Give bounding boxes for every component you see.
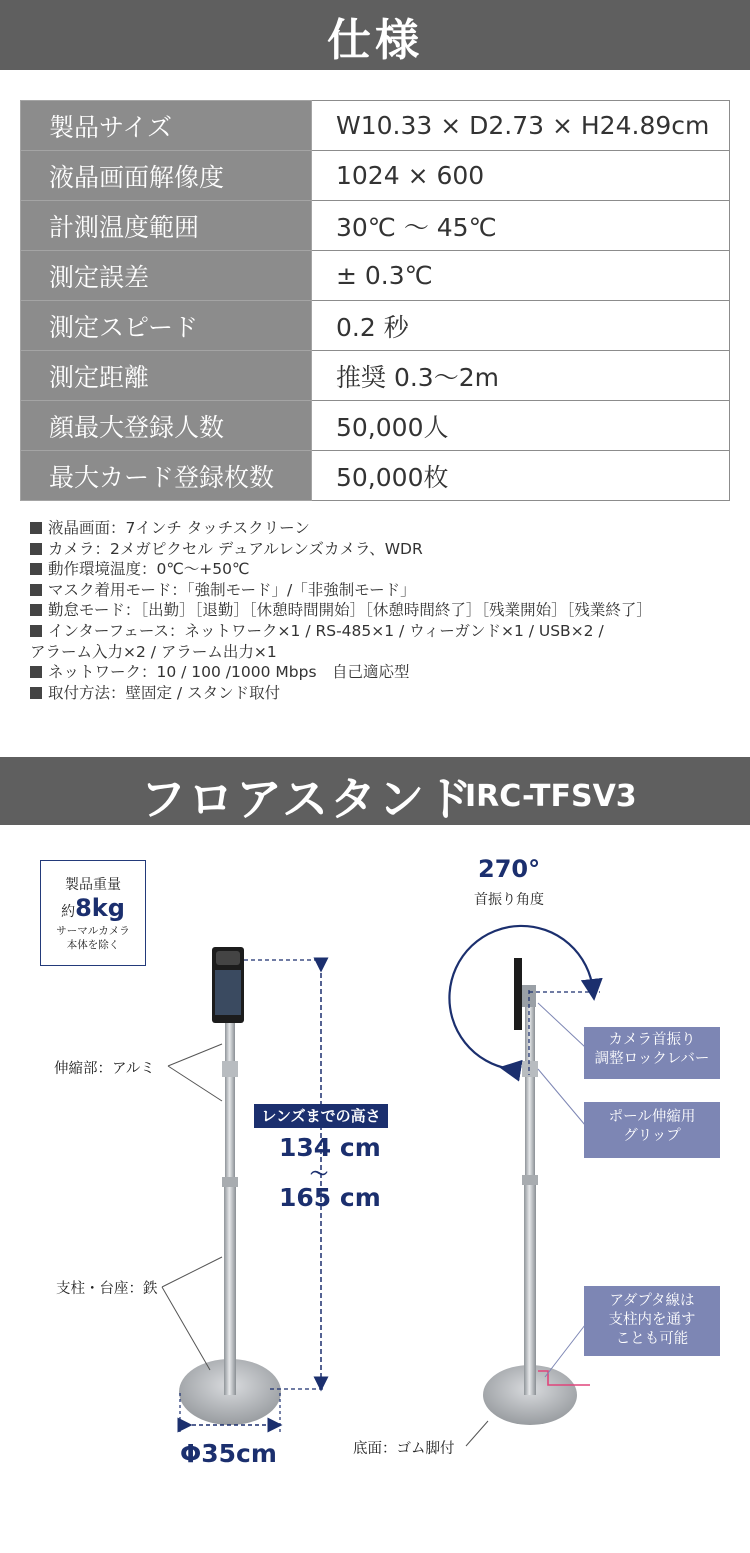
spec-value: ± 0.3℃: [312, 251, 730, 301]
list-item: [30, 580, 740, 601]
camera-head: [216, 951, 240, 965]
leader-line: [538, 1069, 585, 1125]
spec-key: 測定距離: [21, 351, 312, 401]
weight-value: 8kg: [75, 894, 125, 922]
spec-header-band: [0, 0, 750, 70]
list-item-continuation: [30, 642, 740, 663]
note-text: インターフェース：ネットワーク×1 / RS-485×1 / ウィーガンド×1 / USB×2 /: [48, 621, 604, 640]
table-row: [21, 251, 730, 301]
material-extend-label: 伸縮部：アルミ: [54, 1061, 155, 1077]
leader-line: [162, 1287, 210, 1370]
leader-line: [168, 1066, 222, 1101]
right-collar: [522, 1175, 538, 1185]
left-collar: [222, 1177, 238, 1187]
spec-key: 測定誤差: [21, 251, 312, 301]
spec-table: [20, 100, 730, 501]
spec-value: 推奨 0.3〜2m: [312, 351, 730, 401]
callout-line: ことも可能: [615, 1331, 689, 1347]
material-base-label: 支柱・台座：鉄: [56, 1281, 158, 1297]
right-grip: [522, 1061, 538, 1077]
square-bullet-icon: [30, 687, 42, 699]
cable-callout: [584, 1286, 720, 1356]
list-item: [30, 559, 740, 580]
table-row: [21, 201, 730, 251]
spec-key: 最大カード登録枚数: [21, 451, 312, 501]
list-item: [30, 621, 740, 642]
square-bullet-icon: [30, 522, 42, 534]
callout-line: 調整ロックレバー: [594, 1051, 710, 1067]
camera-mount: [522, 985, 536, 1007]
left-pole-upper: [225, 1020, 235, 1185]
weight-note-2: 本体を除く: [66, 939, 120, 951]
left-pole-lower: [224, 1185, 236, 1395]
callout-line: 支柱内を通す: [608, 1312, 696, 1328]
weight-line: [41, 894, 145, 922]
table-row: [21, 101, 730, 151]
leader-line: [466, 1421, 488, 1446]
stand-title: フロアスタンド: [140, 772, 475, 826]
note-text: カメラ：2メガピクセル デュアルレンズカメラ、WDR: [48, 539, 423, 558]
callout-line: カメラ首振り: [608, 1032, 696, 1048]
note-text: アラーム入力×2 / アラーム出力×1: [30, 642, 277, 661]
spec-value: 1024 × 600: [312, 151, 730, 201]
angle-label: 首振り角度: [474, 892, 544, 908]
square-bullet-icon: [30, 604, 42, 616]
note-text: 液晶画面：7インチ タッチスクリーン: [48, 519, 310, 537]
weight-box: [40, 860, 146, 966]
right-pole-lower: [524, 1180, 536, 1395]
stand-header-band: [0, 757, 750, 825]
table-row: [21, 351, 730, 401]
table-row: [21, 401, 730, 451]
spec-value: 50,000枚: [312, 451, 730, 501]
camera-screen: [215, 970, 241, 1015]
height-label-badge: レンズまでの高さ: [254, 1104, 388, 1128]
spec-key: 測定スピード: [21, 301, 312, 351]
list-item: [30, 662, 740, 683]
spec-key: 計測温度範囲: [21, 201, 312, 251]
grip-callout: [584, 1102, 720, 1158]
square-bullet-icon: [30, 543, 42, 555]
angle-value: 270°: [478, 855, 541, 883]
list-item: [30, 683, 740, 704]
leader-line: [538, 1003, 585, 1047]
list-item: [30, 539, 740, 560]
square-bullet-icon: [30, 625, 42, 637]
left-grip: [222, 1061, 238, 1077]
spec-value: W10.33 × D2.73 × H24.89cm: [312, 101, 730, 151]
spec-value: 50,000人: [312, 401, 730, 451]
weight-prefix: 約: [61, 904, 76, 920]
spec-notes: [30, 518, 740, 703]
camera-side: [514, 958, 522, 1030]
stand-model: IRC-TFSV3: [465, 779, 637, 814]
spec-key: 液晶画面解像度: [21, 151, 312, 201]
spec-heading: 仕様: [327, 15, 423, 66]
weight-note-1: サーマルカメラ: [56, 925, 130, 937]
note-text: 勤怠モード：［出勤］［退勤］［休憩時間開始］［休憩時間終了］［残業開始］［残業終了］: [48, 601, 652, 620]
square-bullet-icon: [30, 584, 42, 596]
table-row: [21, 151, 730, 201]
right-stand: [449, 926, 600, 1446]
note-text: ネットワーク：10 / 100 /1000 Mbps 自己適応型: [48, 663, 410, 682]
list-item: [30, 600, 740, 621]
list-item: [30, 518, 740, 539]
bottom-rubber-label: 底面：ゴム脚付: [353, 1441, 455, 1457]
spec-value: 0.2 秒: [312, 301, 730, 351]
weight-note: [41, 924, 145, 952]
note-text: マスク着用モード：「強制モード」/「非強制モード」: [48, 580, 416, 599]
height-min: 134 cm: [279, 1133, 381, 1162]
leader-line: [545, 1325, 585, 1377]
right-pole-upper: [525, 1005, 535, 1180]
leader-line: [162, 1257, 222, 1287]
table-row: [21, 451, 730, 501]
note-text: 取付方法：壁固定 / スタンド取付: [48, 683, 281, 702]
square-bullet-icon: [30, 666, 42, 678]
callout-line: ポール伸縮用: [608, 1109, 696, 1125]
spec-value: 30℃ 〜 45℃: [312, 201, 730, 251]
spec-key: 顔最大登録人数: [21, 401, 312, 451]
spec-key: 製品サイズ: [21, 101, 312, 151]
diameter-label: Φ35cm: [180, 1439, 277, 1468]
table-row: [21, 301, 730, 351]
height-separator: 〜: [310, 1164, 328, 1185]
square-bullet-icon: [30, 563, 42, 575]
callout-line: アダプタ線は: [609, 1293, 695, 1309]
note-text: 動作環境温度：0℃〜+50℃: [48, 560, 250, 579]
callout-line: グリップ: [623, 1128, 681, 1144]
leader-line: [168, 1044, 222, 1066]
lock-lever-callout: [584, 1027, 720, 1079]
weight-label: 製品重量: [65, 877, 121, 893]
height-max: 165 cm: [279, 1183, 381, 1212]
